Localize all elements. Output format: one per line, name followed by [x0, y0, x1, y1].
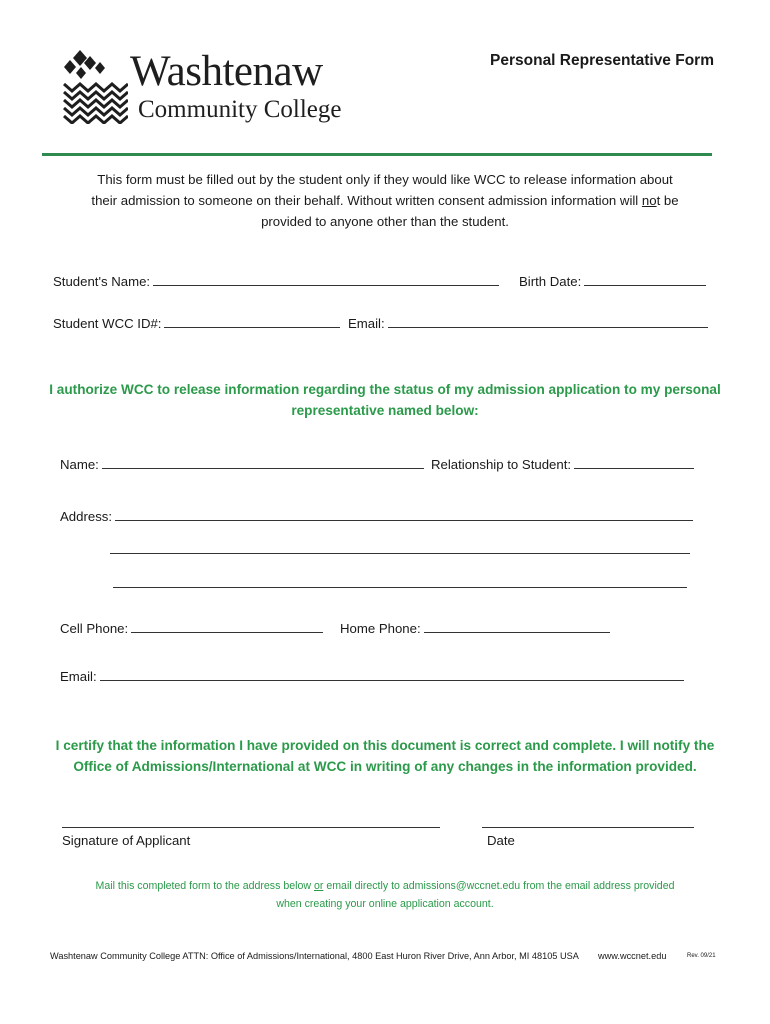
birth-date-label: Birth Date: [519, 274, 582, 289]
student-wcc-id-line[interactable] [164, 315, 340, 328]
relationship-line[interactable] [574, 456, 694, 469]
header-divider [42, 153, 712, 156]
emphasis-not: no [641, 193, 657, 208]
cell-phone-line[interactable] [131, 620, 323, 633]
intro-paragraph [40, 169, 730, 232]
student-name-line[interactable] [153, 273, 499, 286]
authorization-line-2: representative named below: [291, 403, 479, 418]
home-phone-label: Home Phone: [340, 621, 421, 636]
address-field[interactable] [60, 508, 693, 526]
logo-college-name: Washtenaw [130, 48, 323, 95]
relationship-field[interactable] [431, 456, 694, 474]
rep-name-field[interactable] [60, 456, 424, 474]
rep-email-line[interactable] [100, 668, 684, 681]
rep-name-line[interactable] [102, 456, 424, 469]
address-line-2[interactable] [110, 553, 690, 554]
home-phone-field[interactable] [340, 620, 610, 638]
footer-revision: Rev. 09/21 [687, 953, 716, 959]
rep-email-field[interactable] [60, 668, 684, 686]
intro-line-3: provided to anyone other than the student. [261, 214, 509, 229]
emphasis-or: or [313, 880, 324, 892]
applicant-signature-label: Signature of Applicant [62, 833, 191, 848]
certification-line-1: I certify that the information I have provided on this document is correct and complete. I will notify the [55, 738, 715, 753]
mail-line-2: when creating your online application account. [276, 898, 494, 910]
student-name-label: Student's Name: [53, 274, 151, 289]
logo-college-subtitle: Community College [138, 96, 342, 123]
cell-phone-label: Cell Phone: [60, 621, 129, 636]
intro-line-1: This form must be filled out by the student only if they would like WCC to release information about [97, 172, 673, 187]
date-line[interactable] [482, 827, 694, 828]
home-phone-line[interactable] [424, 620, 610, 633]
rep-email-label: Email: [60, 669, 97, 684]
authorization-line-1: I authorize WCC to release information regarding the status of my admission application to my personal [49, 382, 721, 397]
form-title: Personal Representative Form [490, 52, 714, 69]
address-line-1[interactable] [115, 508, 693, 521]
certification-statement [30, 735, 740, 777]
address-line-3[interactable] [113, 587, 687, 588]
footer-website: www.wccnet.edu [598, 951, 667, 961]
address-label: Address: [60, 509, 113, 524]
footer-address: Washtenaw Community College ATTN: Office of Admissions/International, 4800 East Huron River Drive, Ann Arbor, MI 48105 USA [50, 951, 579, 961]
mail-line-1: Mail this completed form to the address below or email directly to admissions@wccnet.edu from the email address provided [95, 880, 675, 892]
applicant-signature-line[interactable] [62, 827, 440, 828]
birth-date-line[interactable] [584, 273, 706, 286]
student-wcc-id-label: Student WCC ID#: [53, 316, 162, 331]
intro-line-2: their admission to someone on their behalf. Without written consent admission information will not be [91, 193, 679, 208]
certification-line-2: Office of Admissions/International at WCC in writing of any changes in the information provided. [73, 759, 697, 774]
college-logo-icon [62, 48, 128, 124]
authorization-statement [30, 379, 740, 421]
birth-date-field[interactable] [519, 273, 706, 291]
cell-phone-field[interactable] [60, 620, 323, 638]
rep-name-label: Name: [60, 457, 99, 472]
mail-instructions [40, 877, 730, 913]
student-email-label: Email: [348, 316, 385, 331]
student-email-field[interactable] [348, 315, 708, 333]
relationship-label: Relationship to Student: [431, 457, 572, 472]
student-email-line[interactable] [388, 315, 708, 328]
date-label: Date [487, 833, 515, 848]
student-wcc-id-field[interactable] [53, 315, 340, 333]
student-name-field[interactable] [53, 273, 499, 291]
